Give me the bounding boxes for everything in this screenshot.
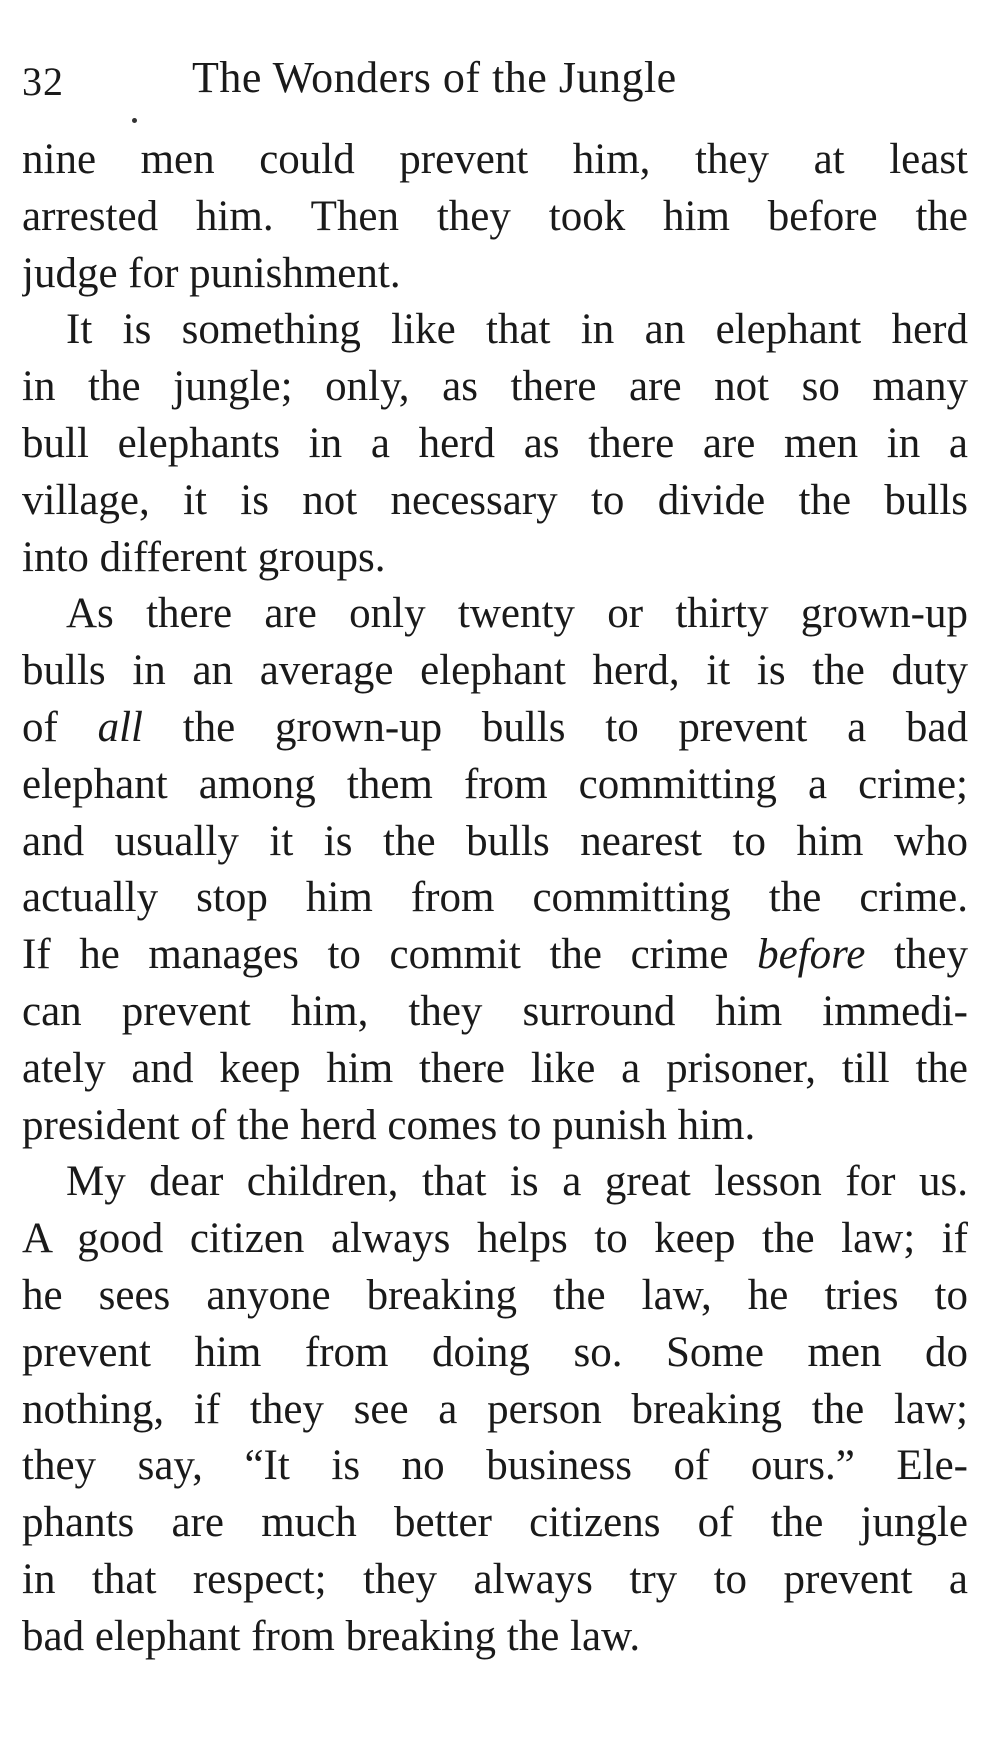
text-line: bull elephants in a herd as there are men in a <box>22 419 968 467</box>
text-line <box>22 700 968 757</box>
text-line: into different groups. <box>22 533 386 581</box>
text-line: phants are much better citizens of the jungle <box>22 1499 968 1547</box>
text-line: can prevent him, they surround him immedi- <box>22 987 968 1035</box>
text-line: It is something like that in an elephant herd <box>66 306 968 354</box>
text-line: bad elephant from breaking the law. <box>22 1612 641 1660</box>
text-line: and usually it is the bulls nearest to him who <box>22 817 968 865</box>
running-title: The Wonders of the Jungle <box>192 53 677 102</box>
italic-emphasis: before <box>757 931 866 979</box>
text-line: arrested him. Then they took him before the <box>22 192 968 240</box>
text-line: he sees anyone breaking the law, he tries to <box>22 1271 968 1319</box>
text-line: elephant among them from committing a crime; <box>22 760 968 808</box>
text-run: they <box>865 931 968 979</box>
text-line: A good citizen always helps to keep the law; if <box>22 1215 968 1263</box>
text-line: As there are only twenty or thirty grown-up <box>66 590 968 638</box>
paragraph-4 <box>22 1154 968 1665</box>
text-body <box>22 132 968 1666</box>
page-number: 32 <box>22 59 64 104</box>
text-line: in the jungle; only, as there are not so many <box>22 363 968 411</box>
ink-speck <box>132 118 137 123</box>
text-line: in that respect; they always try to prevent a <box>22 1555 968 1603</box>
text-line: they say, “It is no business of ours.” Ele- <box>22 1442 968 1490</box>
text-line <box>22 927 968 984</box>
text-line: nine men could prevent him, they at least <box>22 136 968 183</box>
paragraph-1 <box>22 132 968 302</box>
text-run: of <box>22 703 98 751</box>
text-line: bulls in an average elephant herd, it is the duty <box>22 647 968 695</box>
text-run: If he manages to commit the crime <box>22 931 758 979</box>
text-line: president of the herd comes to punish him. <box>22 1101 756 1149</box>
paragraph-2 <box>22 302 968 586</box>
paragraph-3 <box>22 586 968 1154</box>
text-line: prevent him from doing so. Some men do <box>22 1328 968 1376</box>
running-head <box>22 52 952 112</box>
text-line: judge for punishment. <box>22 249 401 297</box>
text-line: My dear children, that is a great lesson for us. <box>66 1158 968 1206</box>
text-line: nothing, if they see a person breaking the law; <box>22 1385 968 1433</box>
text-run: the grown-up bulls to prevent a bad <box>142 703 968 751</box>
text-line: village, it is not necessary to divide the bulls <box>22 476 968 524</box>
italic-emphasis: all <box>97 703 143 751</box>
text-line: actually stop him from committing the crime. <box>22 874 968 922</box>
text-line: ately and keep him there like a prisoner, till the <box>22 1044 968 1092</box>
